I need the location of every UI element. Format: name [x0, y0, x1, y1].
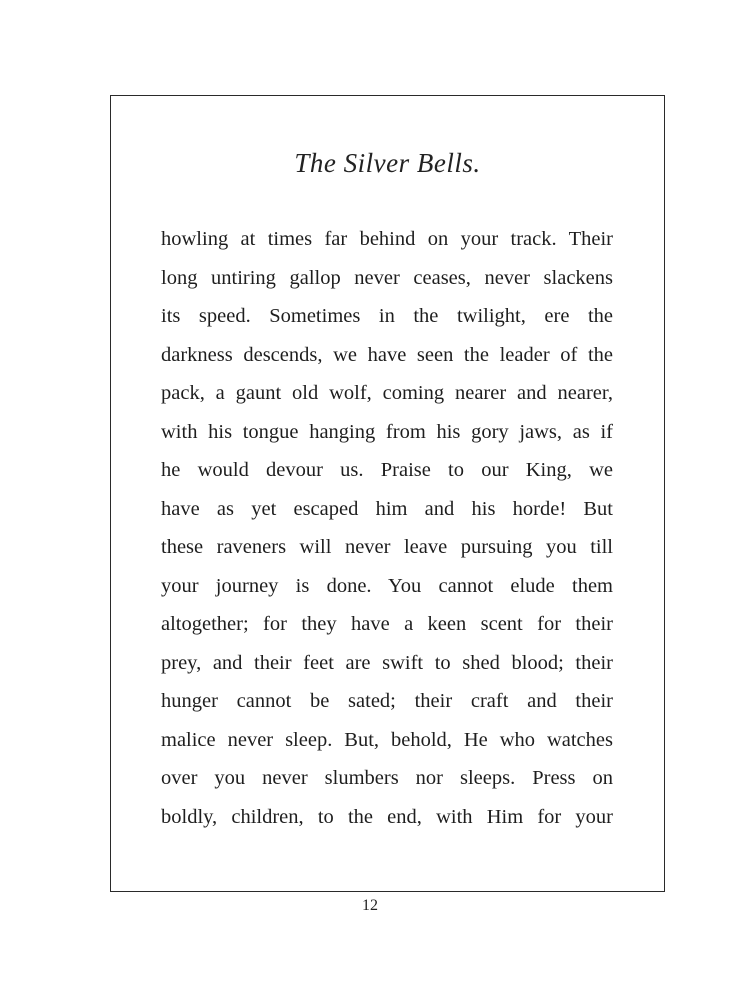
- text-line: with his tongue hanging from his gory jaws, as if: [161, 420, 613, 443]
- body-text: [161, 220, 613, 836]
- text-line: prey, and their feet are swift to shed blood; their: [161, 651, 613, 674]
- text-line: its speed. Sometimes in the twilight, ere the: [161, 305, 613, 327]
- text-line: boldly, children, to the end, with Him for your: [161, 805, 613, 828]
- text-line: these raveners will never leave pursuing you till: [161, 536, 613, 558]
- page-frame: [110, 95, 665, 892]
- text-line: malice never sleep. But, behold, He who watches: [161, 728, 613, 751]
- running-title: The Silver Bells.: [294, 148, 481, 178]
- text-line: darkness descends, we have seen the leader of the: [161, 343, 613, 366]
- text-line: he would devour us. Praise to our King, we: [161, 459, 613, 481]
- text-line: hunger cannot be sated; their craft and their: [161, 690, 613, 712]
- text-line: long untiring gallop never ceases, never slackens: [161, 266, 613, 289]
- text-line: your journey is done. You cannot elude them: [161, 574, 613, 597]
- text-line: howling at times far behind on your track. Their: [161, 228, 613, 250]
- text-line: have as yet escaped him and his horde! But: [161, 497, 613, 520]
- text-line: pack, a gaunt old wolf, coming nearer and nearer,: [161, 382, 613, 404]
- text-line: over you never slumbers nor sleeps. Press on: [161, 767, 613, 789]
- page-number: 12: [362, 897, 378, 914]
- text-line: altogether; for they have a keen scent for their: [161, 613, 613, 635]
